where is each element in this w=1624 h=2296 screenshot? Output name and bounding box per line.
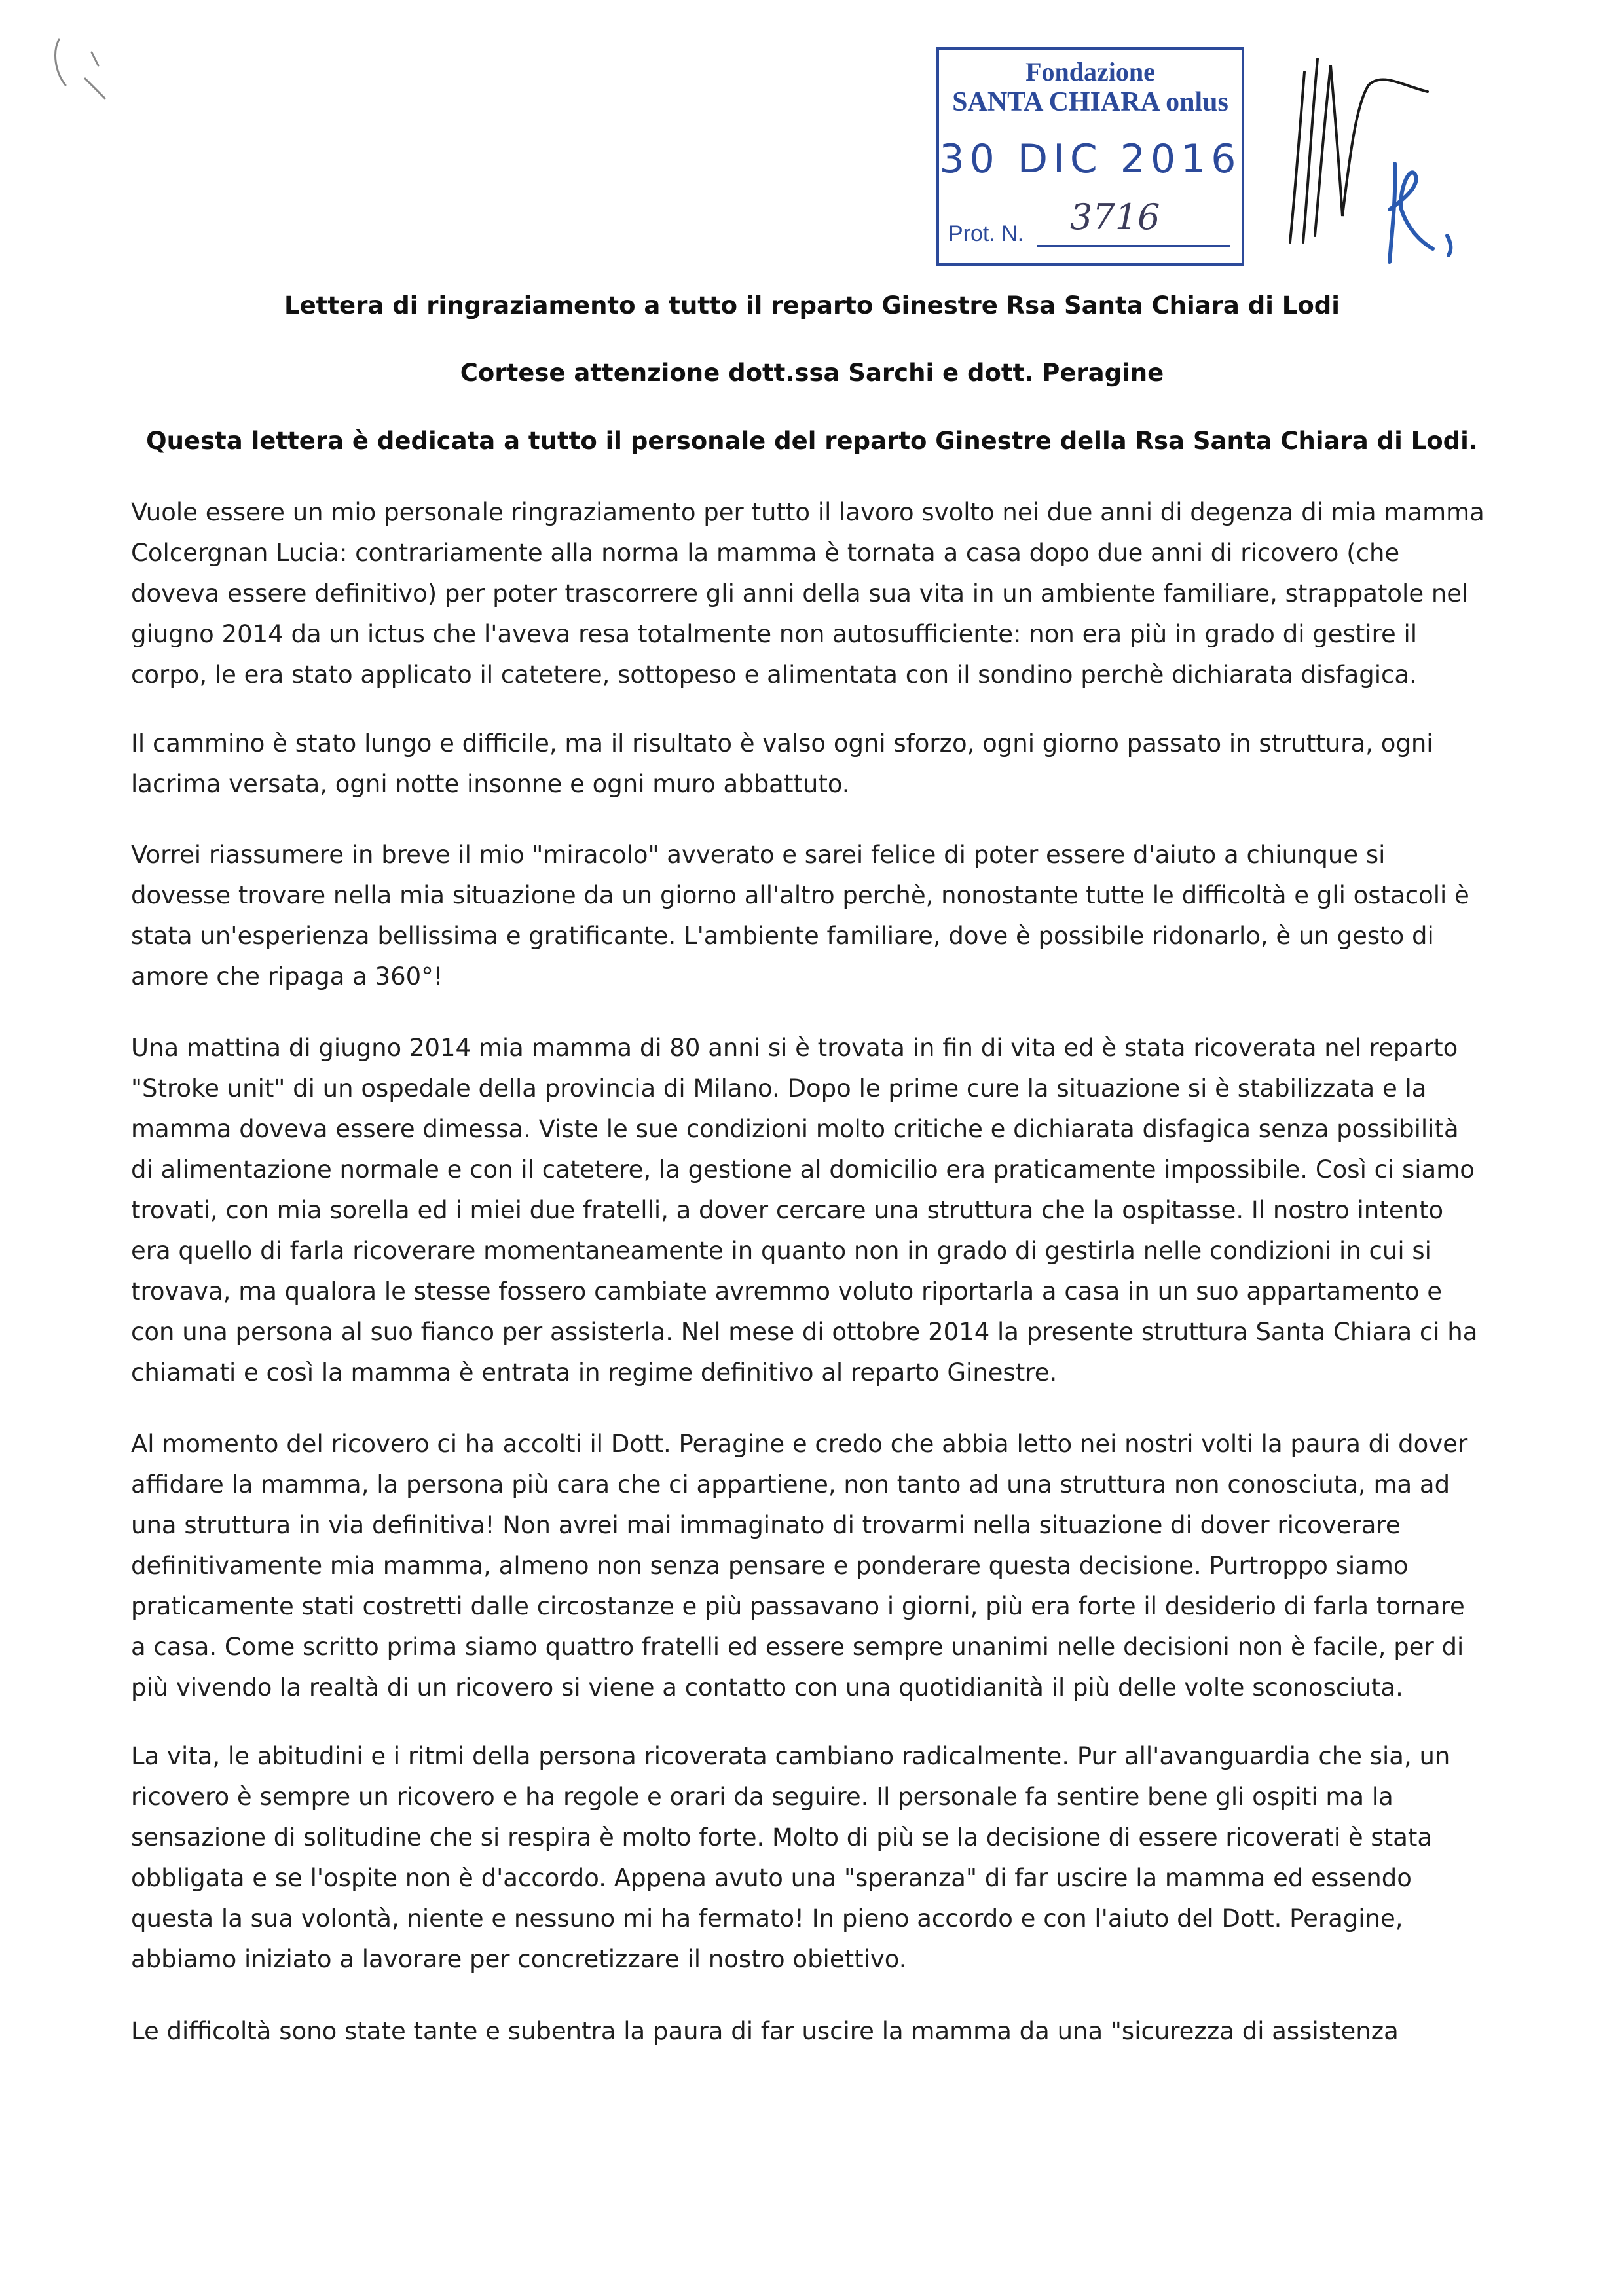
paragraph-3: Vorrei riassumere in breve il mio "miracolo" avverato e sarei felice di poter essere d'aiuto a chiunque si dovesse trovare nella mia situazione da un giorno all'altro perchè, nonostante tutte le difficoltà e gli ostacoli è stata un'esperienza bellissima e gratificante. L'ambiente familiare, dove è possibile ridonarlo, è un gesto di amore che ripaga a 360°! [131, 841, 1469, 991]
letter-heading: Lettera di ringraziamento a tutto il reparto Ginestre Rsa Santa Chiara di Lodi [284, 291, 1340, 319]
paragraph-5: Al momento del ricovero ci ha accolti il Dott. Peragine e credo che abbia letto nei nostri volti la paura di dover affidare la mamma, la persona più cara che ci appartiene, non tanto ad una struttura non conosciuta, ma ad una struttura in via definitiva! Non avrei mai immaginato di trovarmi nella situazione di dover ricoverare definitivamente mia mamma, almeno non senza pensare e ponderare questa decisione. Purtroppo siamo praticamente stati costretti dalle circostanze e più passavano i giorni, più era forte il desiderio di farla tornare a casa. Come scritto prima siamo quattro fratelli ed essere sempre unanimi nelle decisioni non è facile, per di più vivendo la realtà di un ricovero si viene a contatto con una quotidianità il più delle volte sconosciuta. [131, 1430, 1468, 1702]
initials-mark [1375, 151, 1467, 275]
margin-scribble [46, 26, 124, 111]
paragraph-2: Il cammino è stato lungo e difficile, ma il risultato è valso ogni sforzo, ogni giorno passato in struttura, ogni lacrima versata, ogni notte insonne e ogni muro abbattuto. [131, 729, 1433, 798]
paragraph-6: La vita, le abitudini e i ritmi della persona ricoverata cambiano radicalmente. Pur all'avanguardia che sia, un ricovero è sempre un ricovero e ha regole e orari da seguire. Il personale fa sentire bene gli ospiti ma la sensazione di solitudine che si respira è molto forte. Molto di più se la decisione di essere ricoverati è stata obbligata e se l'ospite non è d'accordo. Appena avuto una "speranza" di far uscire la mamma ed essendo questa la sua volontà, niente e nessuno mi ha fermato! In pieno accordo e con l'aiuto del Dott. Peragine, abbiamo iniziato a lavorare per concretizzare il nostro obiettivo. [131, 1742, 1450, 1973]
stamp-organization-line2: SANTA CHIARA onlus [952, 87, 1228, 117]
letter-attention: Cortese attenzione dott.ssa Sarchi e dott. Peragine [460, 359, 1164, 387]
paragraph-1: Vuole essere un mio personale ringraziamento per tutto il lavoro svolto nei due anni di degenza di mia mamma Colcergnan Lucia: contrariamente alla norma la mamma è tornata a casa dopo due anni di ricovero (che doveva essere definitivo) per poter trascorrere gli anni della sua vita in un ambiente familiare, strappatole nel giugno 2014 da un ictus che l'aveva resa totalmente non autosufficiente: non era più in grado di gestire il corpo, le era stato applicato il catetere, sottopeso e alimentata con il sondino perchè dichiarata disfagica. [131, 498, 1485, 689]
paragraph-4: Una mattina di giugno 2014 mia mamma di 80 anni si è trovata in fin di vita ed è stata ricoverata nel reparto "Stroke unit" di un ospedale della provincia di Milano. Dopo le prime cure la situazione si è stabilizzata e la mamma doveva essere dimessa. Viste le sue condizioni molto critiche e dichiarata disfagica senza possibilità di alimentazione normale e con il catetere, la gestione al domicilio era praticamente impossibile. Così ci siamo trovati, con mia sorella ed i miei due fratelli, a dover cercare una struttura che la ospitasse. Il nostro intento era quello di farla ricoverare momentaneamente in quanto non in grado di gestirla nelle condizioni in cui si trovava, ma qualora le stesse fossero cambiate avremmo voluto riportarla a casa in un suo appartamento e con una persona al suo fianco per assisterla. Nel mese di ottobre 2014 la presente struttura Santa Chiara ci ha chiamati e così la mamma è entrata in regime definitivo al reparto Ginestre. [131, 1034, 1478, 1387]
stamp-protocol-number: 3716 [1070, 196, 1160, 238]
stamp-protocol-label: Prot. N. [948, 221, 1024, 246]
paragraph-7: Le difficoltà sono state tante e subentra la paura di far uscire la mamma da una "sicurezza di assistenza [131, 2017, 1399, 2045]
stamp-date: 30 DIC 2016 [939, 136, 1242, 182]
stamp-organization-line1: Fondazione [1025, 57, 1155, 86]
letter-dedication: Questa lettera è dedicata a tutto il personale del reparto Ginestre della Rsa Santa Chiara di Lodi. [146, 427, 1478, 455]
reception-stamp [936, 47, 1244, 266]
stamp-protocol-line [1037, 245, 1230, 247]
